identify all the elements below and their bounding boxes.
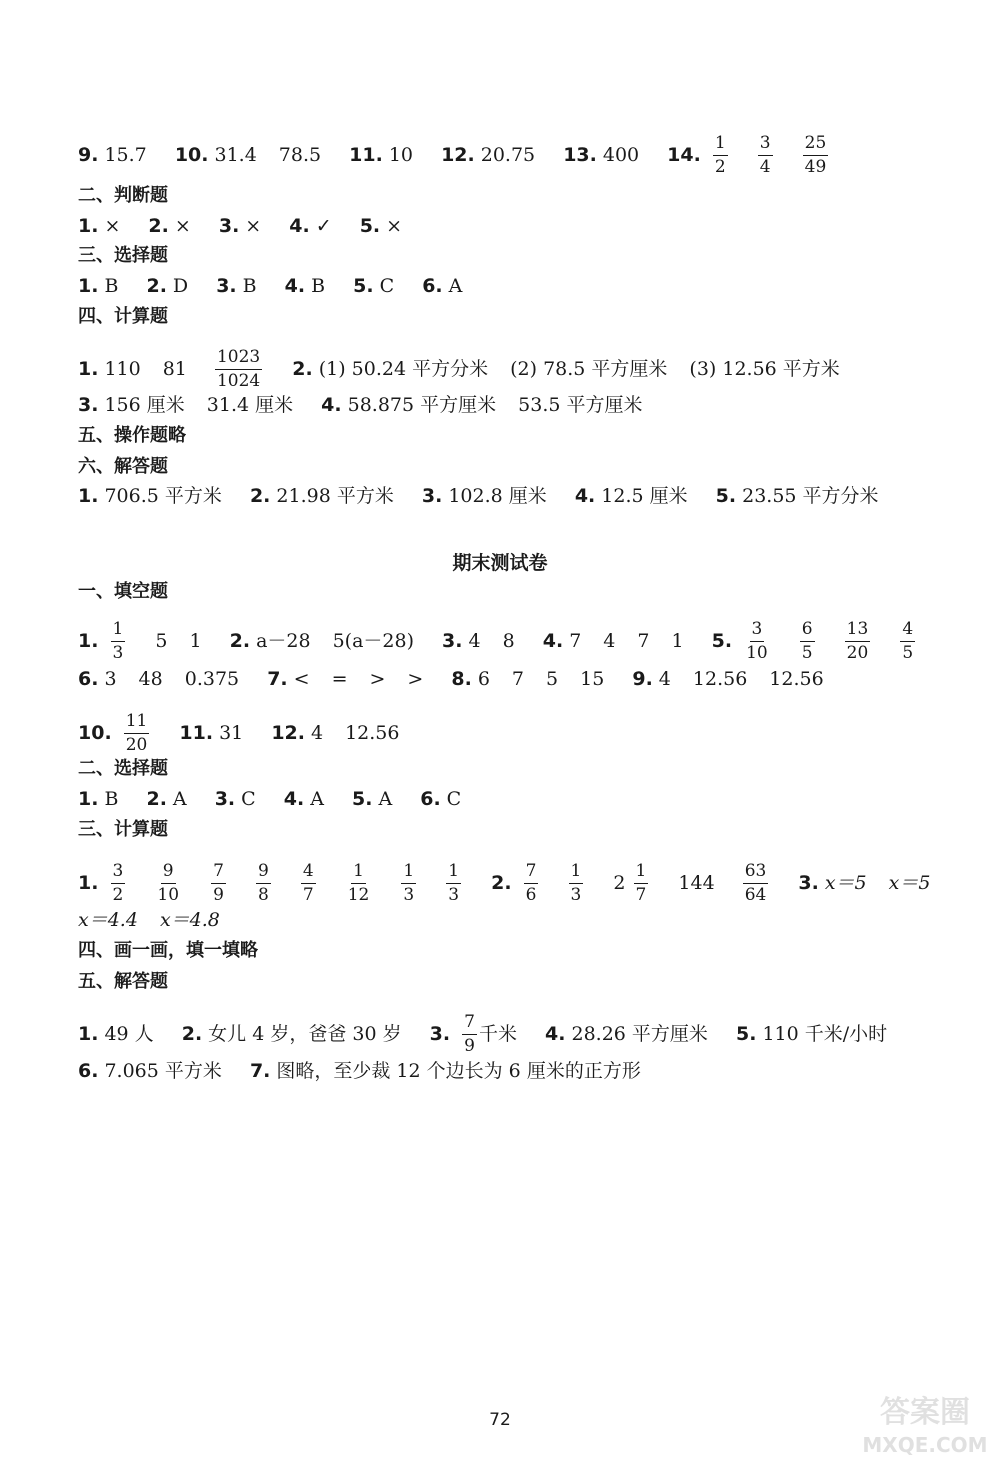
fraction: $\frac{1}{3}$ (448, 861, 460, 905)
q-num: 12. (441, 143, 475, 166)
fraction: $\frac{9}{10}$ (157, 861, 180, 905)
fraction: $\frac{1023}{1024}$ (216, 347, 261, 391)
section-heading: 三、选择题 (78, 245, 168, 266)
fraction: $\frac{1}{2}$ (714, 133, 726, 177)
q-num: 10. (174, 143, 209, 166)
fraction: $\frac{4}{5}$ (902, 619, 914, 663)
fill-answers-3: 10. $\frac{11}{20}$ 11. 31 12. 4 12.56 (78, 711, 400, 755)
calc-answers-2: 3. 156 厘米 31.4 厘米 4. 58.875 平方厘米 53.5 平方厘米 (78, 394, 643, 416)
fraction: $\frac{7}{9}$ (213, 861, 224, 905)
solution-answers-2: 6. 7.065 平方米 7. 图略，至少裁 12 个边长为 6 厘米的正方形 (78, 1060, 641, 1082)
svg-text:MXQE.COM: MXQE.COM (862, 1433, 988, 1457)
solution-answers-1: 1. 49 人 2. 女儿 4 岁，爸爸 30 岁 3. $\frac{7}{9}$ 千米 4. 28.26 平方厘米 5. 110 千米/小时 (78, 1012, 888, 1056)
answer: 400 (602, 143, 640, 166)
page-number: 72 (489, 1410, 511, 1430)
fraction: $\frac{1}{12}$ (347, 861, 370, 905)
calc-answers-1: 1. 110 81 $\frac{1023}{1024}$ 2. (1) 50.24 平方分米 (2) 78.5 平方厘米 (3) 12.56 平方米 (78, 347, 840, 391)
calc-answers-1: 1. $\frac{3}{2}$ $\frac{9}{10}$ $\frac{7}{9}$ $\frac{9}{8}$ $\frac{4}{7}$ $\frac{1}{12}$ $\frac{1}{3}$ $\frac{1}{3}$ 2. $\frac{7}{6}$ $\frac{1}{3}$ 2 $\frac{1}{7}$ 144 $\frac{63}{64}$ 3. x＝5 x＝5 (78, 861, 931, 905)
section-heading: 四、画一画，填一填略 (78, 940, 258, 961)
fraction: $\frac{11}{20}$ (125, 711, 148, 755)
section-heading: 五、操作题略 (78, 425, 186, 446)
fraction: $\frac{6}{5}$ (801, 619, 813, 663)
answer: 31.4 (214, 143, 257, 166)
watermark-logo (860, 1390, 990, 1460)
fraction: $\frac{7}{6}$ (525, 861, 537, 905)
answer: 10 (388, 143, 414, 166)
section-heading: 一、填空题 (78, 581, 168, 602)
section-heading: 三、计算题 (78, 819, 168, 840)
fraction: $\frac{1}{3}$ (403, 861, 415, 905)
answer: 15.7 (104, 143, 147, 166)
mixed-whole: 2 (613, 871, 626, 894)
svg-text:答案圈: 答案圈 (880, 1395, 970, 1430)
answer: 78.5 (278, 143, 322, 166)
section-heading: 四、计算题 (78, 306, 168, 327)
fraction: $\frac{9}{8}$ (257, 861, 269, 905)
judge-answers: 1. × 2. × 3. × 4. ✓ 5. × (78, 215, 403, 237)
q-num: 9. (78, 143, 99, 166)
fraction: $\frac{3}{4}$ (759, 133, 771, 177)
fraction: $\frac{1}{3}$ (112, 619, 124, 663)
q-num: 11. (349, 143, 383, 166)
fraction: $\frac{1}{3}$ (570, 861, 582, 905)
section-title: 期末测试卷 (452, 552, 548, 574)
fraction: $\frac{7}{9}$ (464, 1012, 475, 1056)
calc-answers-2: x＝4.4 x＝4.8 (78, 909, 220, 931)
fill-answers-2: 6. 3 48 0.375 7. < = > > 8. 6 7 5 15 9. 4 12.56 12.56 (78, 668, 824, 690)
answer-row-9-14 (78, 134, 852, 177)
fraction: $\frac{3}{2}$ (112, 861, 124, 905)
fraction: $\frac{3}{10}$ (746, 619, 768, 663)
fraction: $\frac{63}{64}$ (744, 861, 767, 905)
answer: 20.75 (480, 143, 536, 166)
fraction: $\frac{13}{20}$ (846, 619, 869, 663)
q-num: 13. (563, 143, 597, 166)
q-num: 14. (667, 143, 701, 166)
fraction: $\frac{4}{7}$ (302, 861, 314, 905)
solution-answers: 1. 706.5 平方米 2. 21.98 平方米 3. 102.8 厘米 4. 12.5 厘米 5. 23.55 平方分米 (78, 485, 879, 507)
section-heading: 六、解答题 (78, 456, 168, 477)
fill-answers-1: 1. $\frac{1}{3}$ 5 1 2. a－28 5(a－28) 3. 4 8 4. 7 4 7 1 5. $\frac{3}{10}$ $\frac{6}{5}$ $\frac{13}{20}$ $\frac{4}{5}$ (78, 619, 914, 663)
fraction: $\frac{25}{49}$ (804, 133, 827, 177)
choice-answers: 1. B 2. D 3. B 4. B 5. C 6. A (78, 275, 463, 297)
section-heading: 五、解答题 (78, 971, 168, 992)
section-heading: 二、判断题 (78, 185, 168, 206)
choice-answers: 1. B 2. A 3. C 4. A 5. A 6. C (78, 788, 462, 810)
fraction: $\frac{1}{7}$ (635, 861, 647, 905)
section-heading: 二、选择题 (78, 758, 168, 779)
